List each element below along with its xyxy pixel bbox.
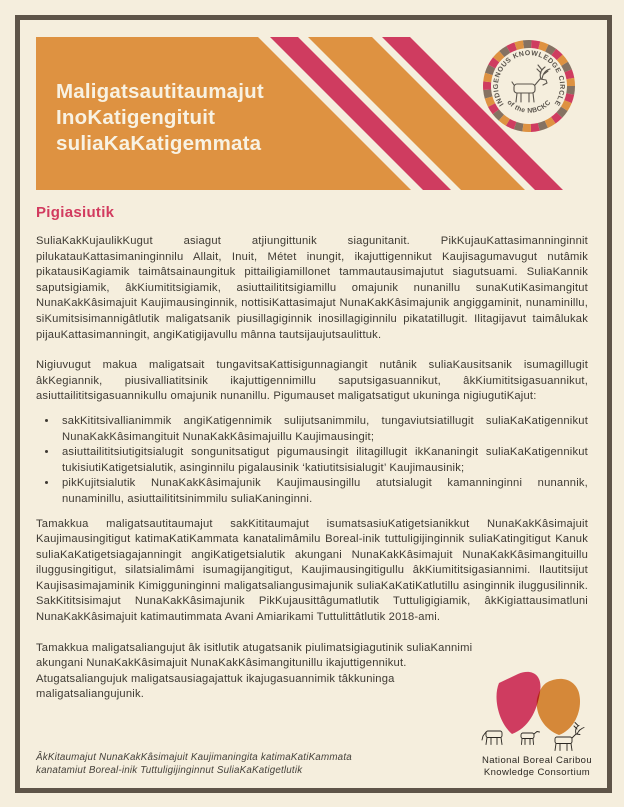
- footer-note: [36, 752, 456, 777]
- caribou-icon: [512, 65, 550, 102]
- ikc-badge-svg: [481, 38, 577, 134]
- consortium-name-line-2: Knowledge Consortium: [483, 766, 591, 778]
- paragraph-4: Tamakkua maligatsaliangujut âk isitlutik atugatsanik piulimatsigiagutinik suliaKannimi akungani NunaKakKâsimajuit NunaKakKâsimangitunillu ikajuttigennikut. Atugatsaliangujuk maligatsausiagajattuk ikajugasuannimik tâkkuninga maligatsaliangujunik.: [36, 641, 473, 701]
- bullet-item-2: • asiuttailititsiutigitsialugit songunitsatigut pigumausingit ilitagillugit ikKananingit suliaKaKatigennikut tukisiutiKatigetsialutik, asinginnilu pigalausinik ‘katiutitsisialugit’ Kaujimausinik;: [58, 445, 588, 476]
- section-heading: Pigiasiutik: [36, 204, 115, 221]
- document-title: [56, 79, 264, 157]
- bullet-item-3: • pikKujitsialutik NunaKakKâsimajunik Kaujimausingillu atutsialugit kamanninginni nunannik, nunaminillu, asiuttailititsinimmilu suliaKaninginni.: [58, 476, 588, 507]
- paragraph-3: Tamakkua maligatsautitaumajut sakKititaumajut isumatsasiuKatigetsianikkut NunaKakKâsimajuit Kaujimausingitigut katimaKatiKammata kanatalimâmilu Boreal-inik tuttuligijinginnik suliaKatingitigut Kanuk suliaKaKatigetsiagajanningit angiKatigetsialutik akungani NunaKakKâsimajuit NunaKakKâsimangituillu iluggusingitigut, silatsialimâmi isumagijangitigut, Kaujimausingitigullu âkKiumititsigasiannimi. Ilautitsijut Kaujisasimajaminik Kimigguninginni maligatsaliangusimajunik suliaKaKatiKatlutillu asinginnik iluggusilinnik. SakKititsisimajut NunaKakKâsimajunik PikKujausittâgumatlutik Tuttuligigiamik, âkKigiattausimatluni NunaKakKâsimajuit katimautimmata Avani Amiarikami Tuttulittâtlutik 2018-ami.: [36, 517, 588, 624]
- ikc-badge: [481, 38, 577, 134]
- consortium-logo: [458, 722, 616, 778]
- bullet-item-1: • sakKititsivallianimmik angiKatigennimik sulijutsanimmilu, tungaviutsiatillugit suliaKaKatigennikut NunaKakKâsimangituit NunaKakKâsimajuillu Kaujimausingit;: [58, 414, 588, 445]
- title-line-1: Maligatsautitaumajut: [56, 80, 264, 103]
- caribou-trio-icon: [481, 722, 593, 752]
- badge-arc-bottom-text: of the NBCKC: [505, 99, 553, 115]
- title-line-3: suliaKaKatigemmata: [56, 132, 262, 155]
- document-body: [36, 205, 588, 703]
- consortium-name-line-1: National Boreal Caribou: [481, 755, 593, 766]
- paragraph-1: SuliaKakKujaulikKugut asiagut atjiungittunik siagunitanit. PikKujauKattasimanninginnit pilukatauKattasimaninginnilu Allait, Inuit, Métet inungit, ikajuttigennikut Kaujisagumavugut nutâmik pikatausiKagiamik taimâtsainaungituk pittailigiamillonet tammautausimajutut siagutsuami. SuliaKannik saputsigiamik, âkKiumititsigiamik, asiuttailititsigiamillu omajunik nunanillu sunaKutiKasimangitut NunaKakKâsimajuit Kaujimausinginnik, nottisiKattasimajut NunaKakKâsimajunik angiggaminit, nunaminillu, siKumitsisimannigâtlutik maligatsanik piusillagiginnik inosillagiginnilu pikatatillugit. Ilitagijavut taimâlukak pijauKattasimanningit, angiKatigijavullu mânna tautsijaujutsaulittuk.: [36, 235, 588, 341]
- footer-note-line-2: kanatamiut Boreal-inik Tuttuligijinginnut SuliaKaKatigetlutik: [36, 764, 303, 776]
- title-line-2: InoKatigengituit: [56, 106, 216, 129]
- footer-note-line-1: ÂkKitaumajut NunaKakKâsimajuit Kaujimaningita katimaKatiKammata: [36, 752, 352, 763]
- bullet-list: [36, 414, 588, 508]
- badge-arc-top-text: INDIGENOUS KNOWLEDGE CIRCLE: [492, 50, 566, 108]
- paragraph-2: Nigiuvugut makua maligatsait tungavitsaKattisigunnagiangit nutânik suliaKausitsanik isumagillugit âkKegiannik, piusivalliatitsinik ikajuttigennimillu saputsigasuannikut, âkKiumititsigasuannikut, asiuttailititsigasuannikullu omajunik nunanillu. Pigumauset maligatsatigut ukuninga nigiugutiKajut:: [36, 359, 588, 403]
